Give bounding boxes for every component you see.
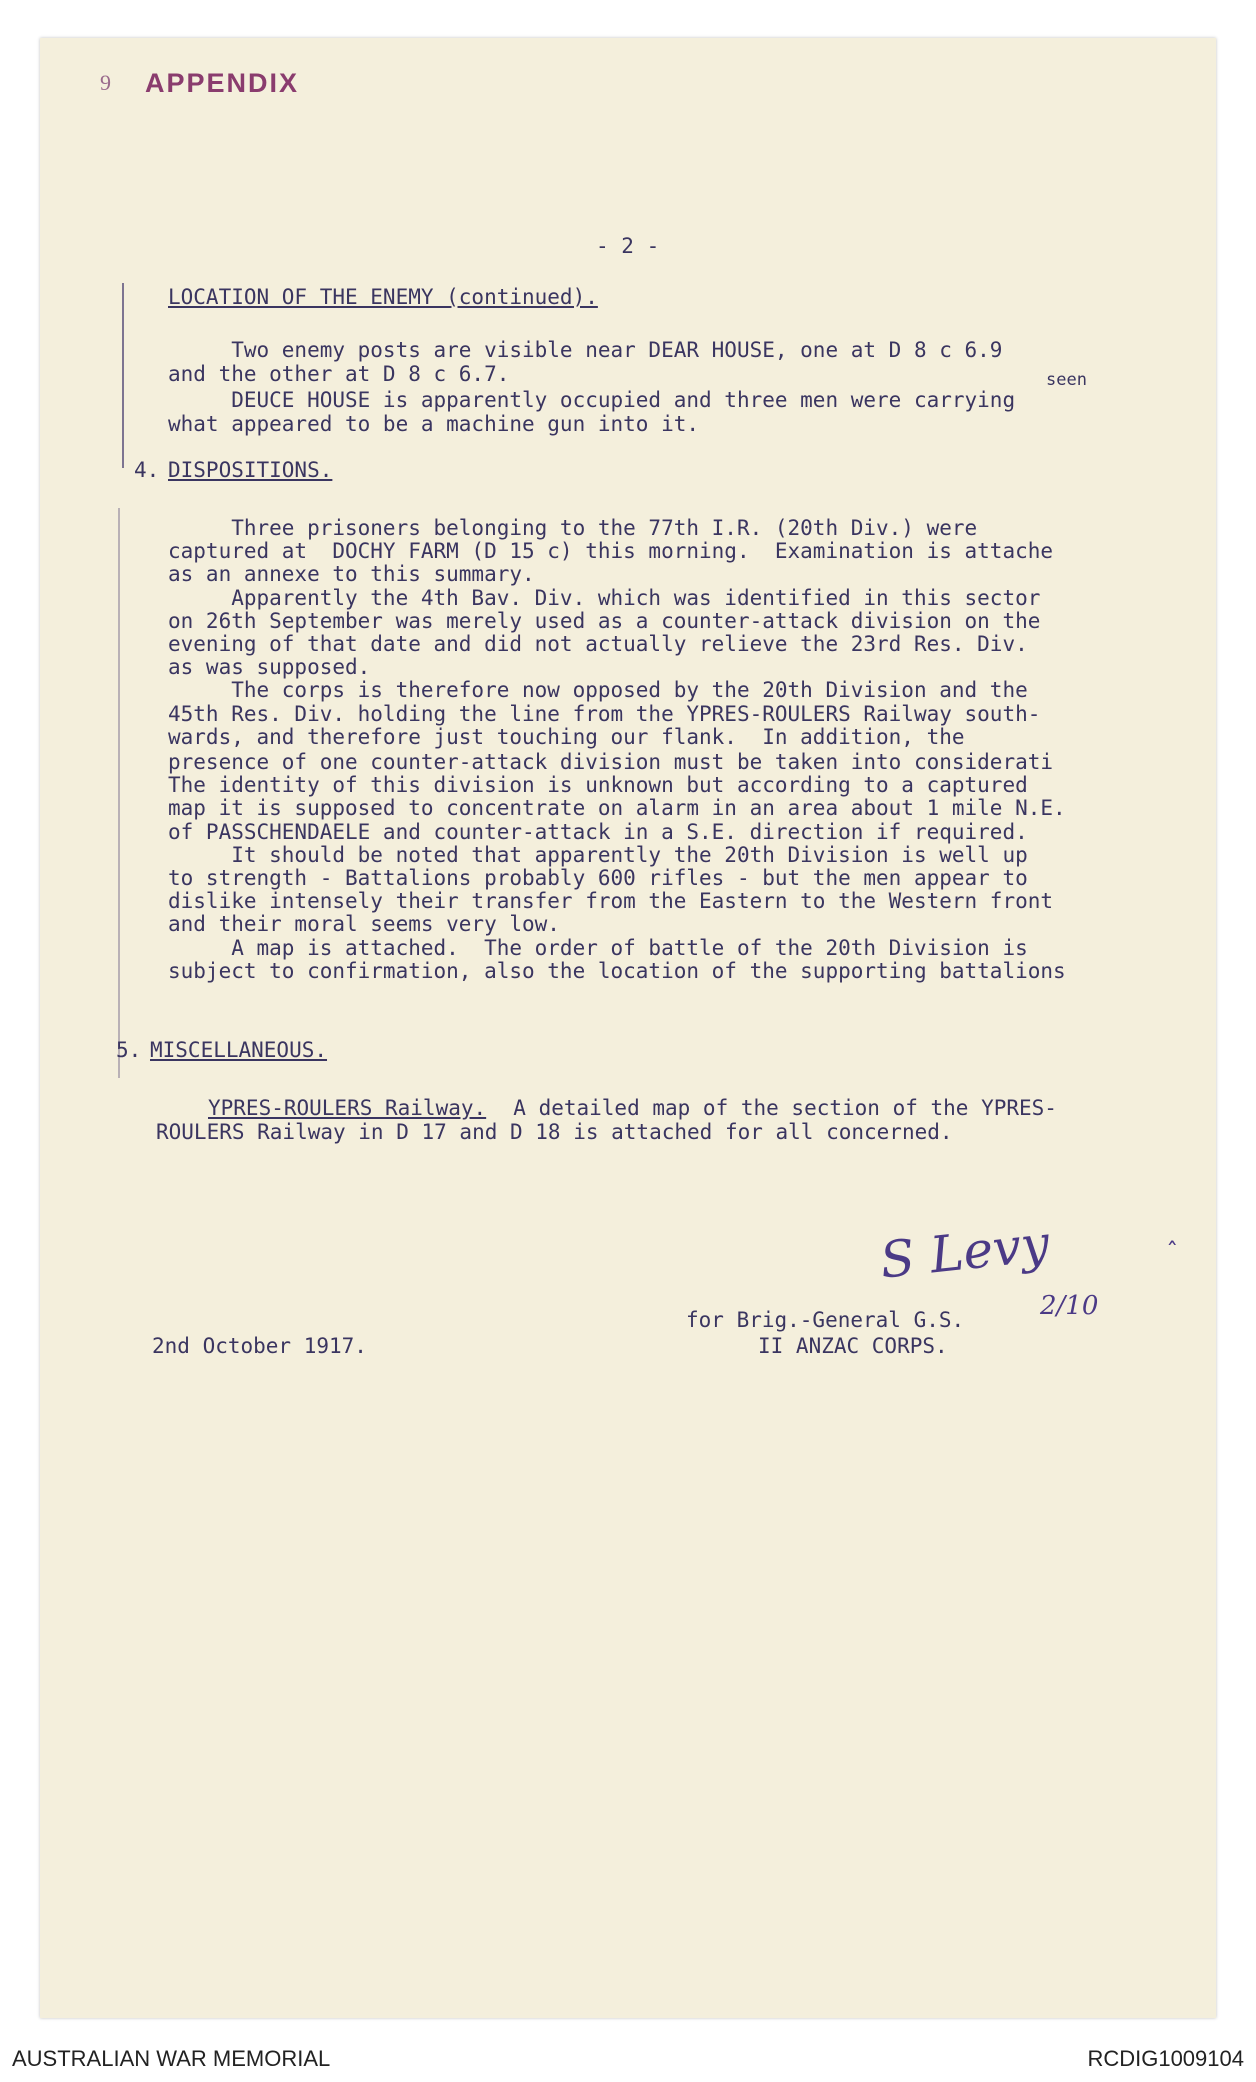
footer-right: RCDIG1009104 <box>1087 2046 1244 2071</box>
margin-line-2 <box>118 508 120 1078</box>
dispositions-number: 4. <box>134 458 160 482</box>
dispositions-line: captured at DOCHY FARM (D 15 c) this morning. Examination is attache <box>168 539 1054 564</box>
misc-number: 5. <box>116 1038 142 1062</box>
dispositions-line: and their moral seems very low. <box>168 912 560 937</box>
for-line: for Brig.-General G.S. <box>686 1308 965 1332</box>
margin-line-1 <box>122 283 124 468</box>
dispositions-line: A map is attached. The order of battle of the 20th Division is <box>168 935 1028 960</box>
dispositions-line: dislike intensely their transfer from the Eastern to the Western front <box>168 889 1054 914</box>
signature-date: 2/10 <box>1040 1291 1099 1321</box>
dispositions-line: as an annexe to this summary. <box>168 562 535 587</box>
dispositions-line: Apparently the 4th Bav. Div. which was identified in this sector <box>168 585 1041 610</box>
page-number: - 2 - <box>596 234 660 258</box>
misc-line-2: ROULERS Railway in D 17 and D 18 is attached for all concerned. <box>156 1120 953 1144</box>
dispositions-line: of PASSCHENDAELE and counter-attack in a S.E. direction if required. <box>168 819 1028 844</box>
pencil-mark-icon: ˆ <box>1165 1238 1180 1266</box>
footer-left: AUSTRALIAN WAR MEMORIAL <box>12 2046 331 2071</box>
dispositions-line: It should be noted that apparently the 20th Division is well up <box>168 842 1028 867</box>
dispositions-line: as was supposed. <box>168 655 371 680</box>
dispositions-line: The corps is therefore now opposed by the 20th Division and the <box>168 678 1028 703</box>
document-page <box>40 38 1216 2018</box>
misc-subheading: YPRES-ROULERS Railway. <box>208 1096 487 1120</box>
dispositions-line: Three prisoners belonging to the 77th I.R. (20th Div.) were <box>168 516 978 540</box>
handwritten-insertion: seen <box>1046 370 1087 390</box>
dispositions-line: subject to confirmation, also the location of the supporting battalions <box>168 958 1066 983</box>
location-line-4: what appeared to be a machine gun into it. <box>168 412 700 436</box>
misc-line-1: A detailed map of the section of the YPRES- <box>488 1096 1057 1120</box>
location-line-1: Two enemy posts are visible near DEAR HOUSE, one at D 8 c 6.9 <box>168 338 1003 362</box>
location-line-2: and the other at D 8 c 6.7. <box>168 362 510 386</box>
dispositions-line: on 26th September was merely used as a counter-attack division on the <box>168 608 1041 633</box>
location-line-3: DEUCE HOUSE is apparently occupied and three men were carrying <box>168 388 1016 412</box>
dispositions-line: to strength - Battalions probably 600 rifles - but the men appear to <box>168 866 1028 890</box>
dispositions-line: evening of that date and did not actually relieve the 23rd Res. Div. <box>168 632 1028 656</box>
signature: S Levy <box>877 1214 1053 1290</box>
misc-heading: MISCELLANEOUS. <box>150 1038 328 1062</box>
appendix-stamp: APPENDIX <box>145 68 300 98</box>
dispositions-line: map it is supposed to concentrate on alarm in an area about 1 mile N.E. <box>168 796 1066 821</box>
dispositions-line: The identity of this division is unknown but according to a captured <box>168 773 1028 798</box>
location-heading: LOCATION OF THE ENEMY (continued). <box>168 285 598 309</box>
unit-line: II ANZAC CORPS. <box>758 1334 948 1358</box>
dispositions-line: wards, and therefore just touching our flank. In addition, the <box>168 724 965 749</box>
document-date: 2nd October 1917. <box>152 1334 367 1358</box>
folio-number: 9 <box>100 70 111 95</box>
dispositions-line: presence of one counter-attack division must be taken into considerati <box>168 750 1054 774</box>
dispositions-line: 45th Res. Div. holding the line from the YPRES-ROULERS Railway south- <box>168 701 1041 726</box>
dispositions-heading: DISPOSITIONS. <box>168 458 333 482</box>
